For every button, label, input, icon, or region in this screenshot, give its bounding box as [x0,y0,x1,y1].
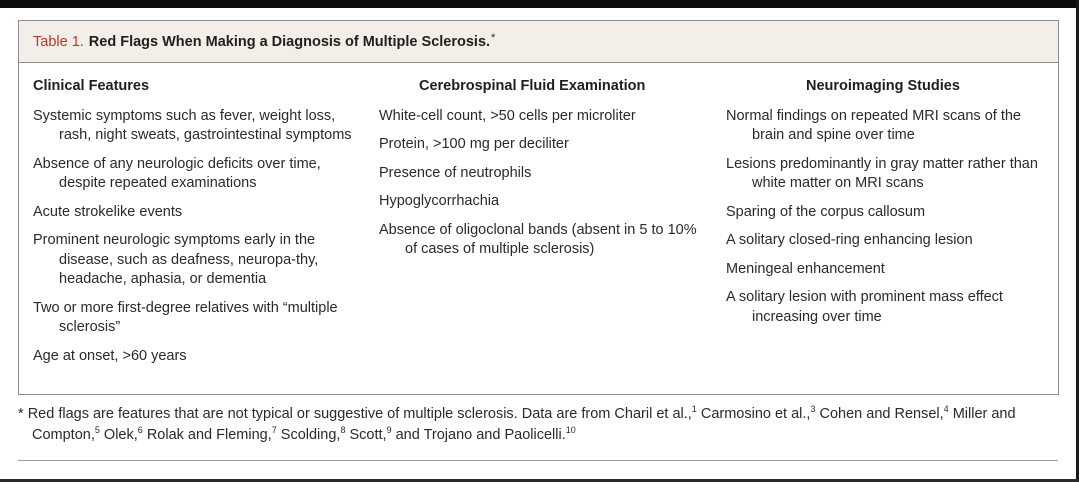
column-clinical-features [33,77,363,375]
column-heading: Neuroimaging Studies [806,78,960,94]
list-item: A solitary lesion with prominent mass effect increasing over time [726,289,1003,325]
title-footnote-mark: * [491,31,496,44]
reference: Trojano and Paolicelli.$^{10}$ [423,425,576,443]
reference: Scolding,$^8$ [280,425,346,443]
list-item: A solitary closed-ring enhancing lesion [726,232,973,248]
footnote-rule [18,460,1058,461]
list-item: Meningeal enhancement [726,260,885,277]
list-item: Presence of neutrophils [379,164,532,181]
reference: Charil et al.,$^1$ [614,404,697,422]
table-title: Red Flags When Making a Diagnosis of Multiple Sclerosis. [88,33,491,50]
column-heading: Cerebrospinal Fluid Examination [419,78,646,94]
list-item: Prominent neurologic symptoms early in the disease, such as deafness, neuropa-thy, headache, aphasia, or dementia [33,232,319,287]
list-item: Absence of oligoclonal bands (absent in 5 to 10% of cases of multiple sclerosis) [379,221,697,257]
table-panel [18,20,1059,395]
list-item: Age at onset, >60 years [33,347,187,364]
table-title-bar [19,21,1058,63]
column-csf-examination [379,77,709,269]
table-footnote [18,404,1072,446]
reference: Cohen and Rensel,$^4$ [819,404,949,422]
reference: Rolak and Fleming,$^7$ [146,425,277,443]
reference: Miller and Compton,$^5$ [32,406,1016,443]
list-item: Two or more first-degree relatives with “multiple sclerosis” [33,299,338,335]
table-label: Table 1. [33,33,84,50]
list-item: Sparing of the corpus callosum [726,203,926,220]
column-heading: Clinical Features [33,78,150,94]
list-item: Hypoglycorrhachia [379,193,500,209]
top-border [0,0,1079,8]
list-item: Normal findings on repeated MRI scans of the brain and spine over time [726,107,1021,143]
footnote-intro: Red flags are features that are not typical or suggestive of multiple sclerosis. Data are from [27,406,615,422]
reference: Olek,$^6$ [103,425,143,443]
list-item: Acute strokelike events [33,203,183,220]
footnote-mark: * [18,406,24,422]
list-item: Systemic symptoms such as fever, weight loss, rash, night sweats, gastrointestinal symptoms [33,107,352,143]
column-neuroimaging [726,77,1056,336]
list-item: Protein, >100 mg per deciliter [379,136,569,152]
reference: Scott,$^9$ and [349,425,424,443]
list-item: Absence of any neurologic deficits over time, despite repeated examinations [33,155,321,191]
list-item: White-cell count, >50 cells per microliter [379,107,636,124]
list-item: Lesions predominantly in gray matter rather than white matter on MRI scans [726,155,1038,191]
reference: Carmosino et al.,$^3$ [700,404,816,422]
